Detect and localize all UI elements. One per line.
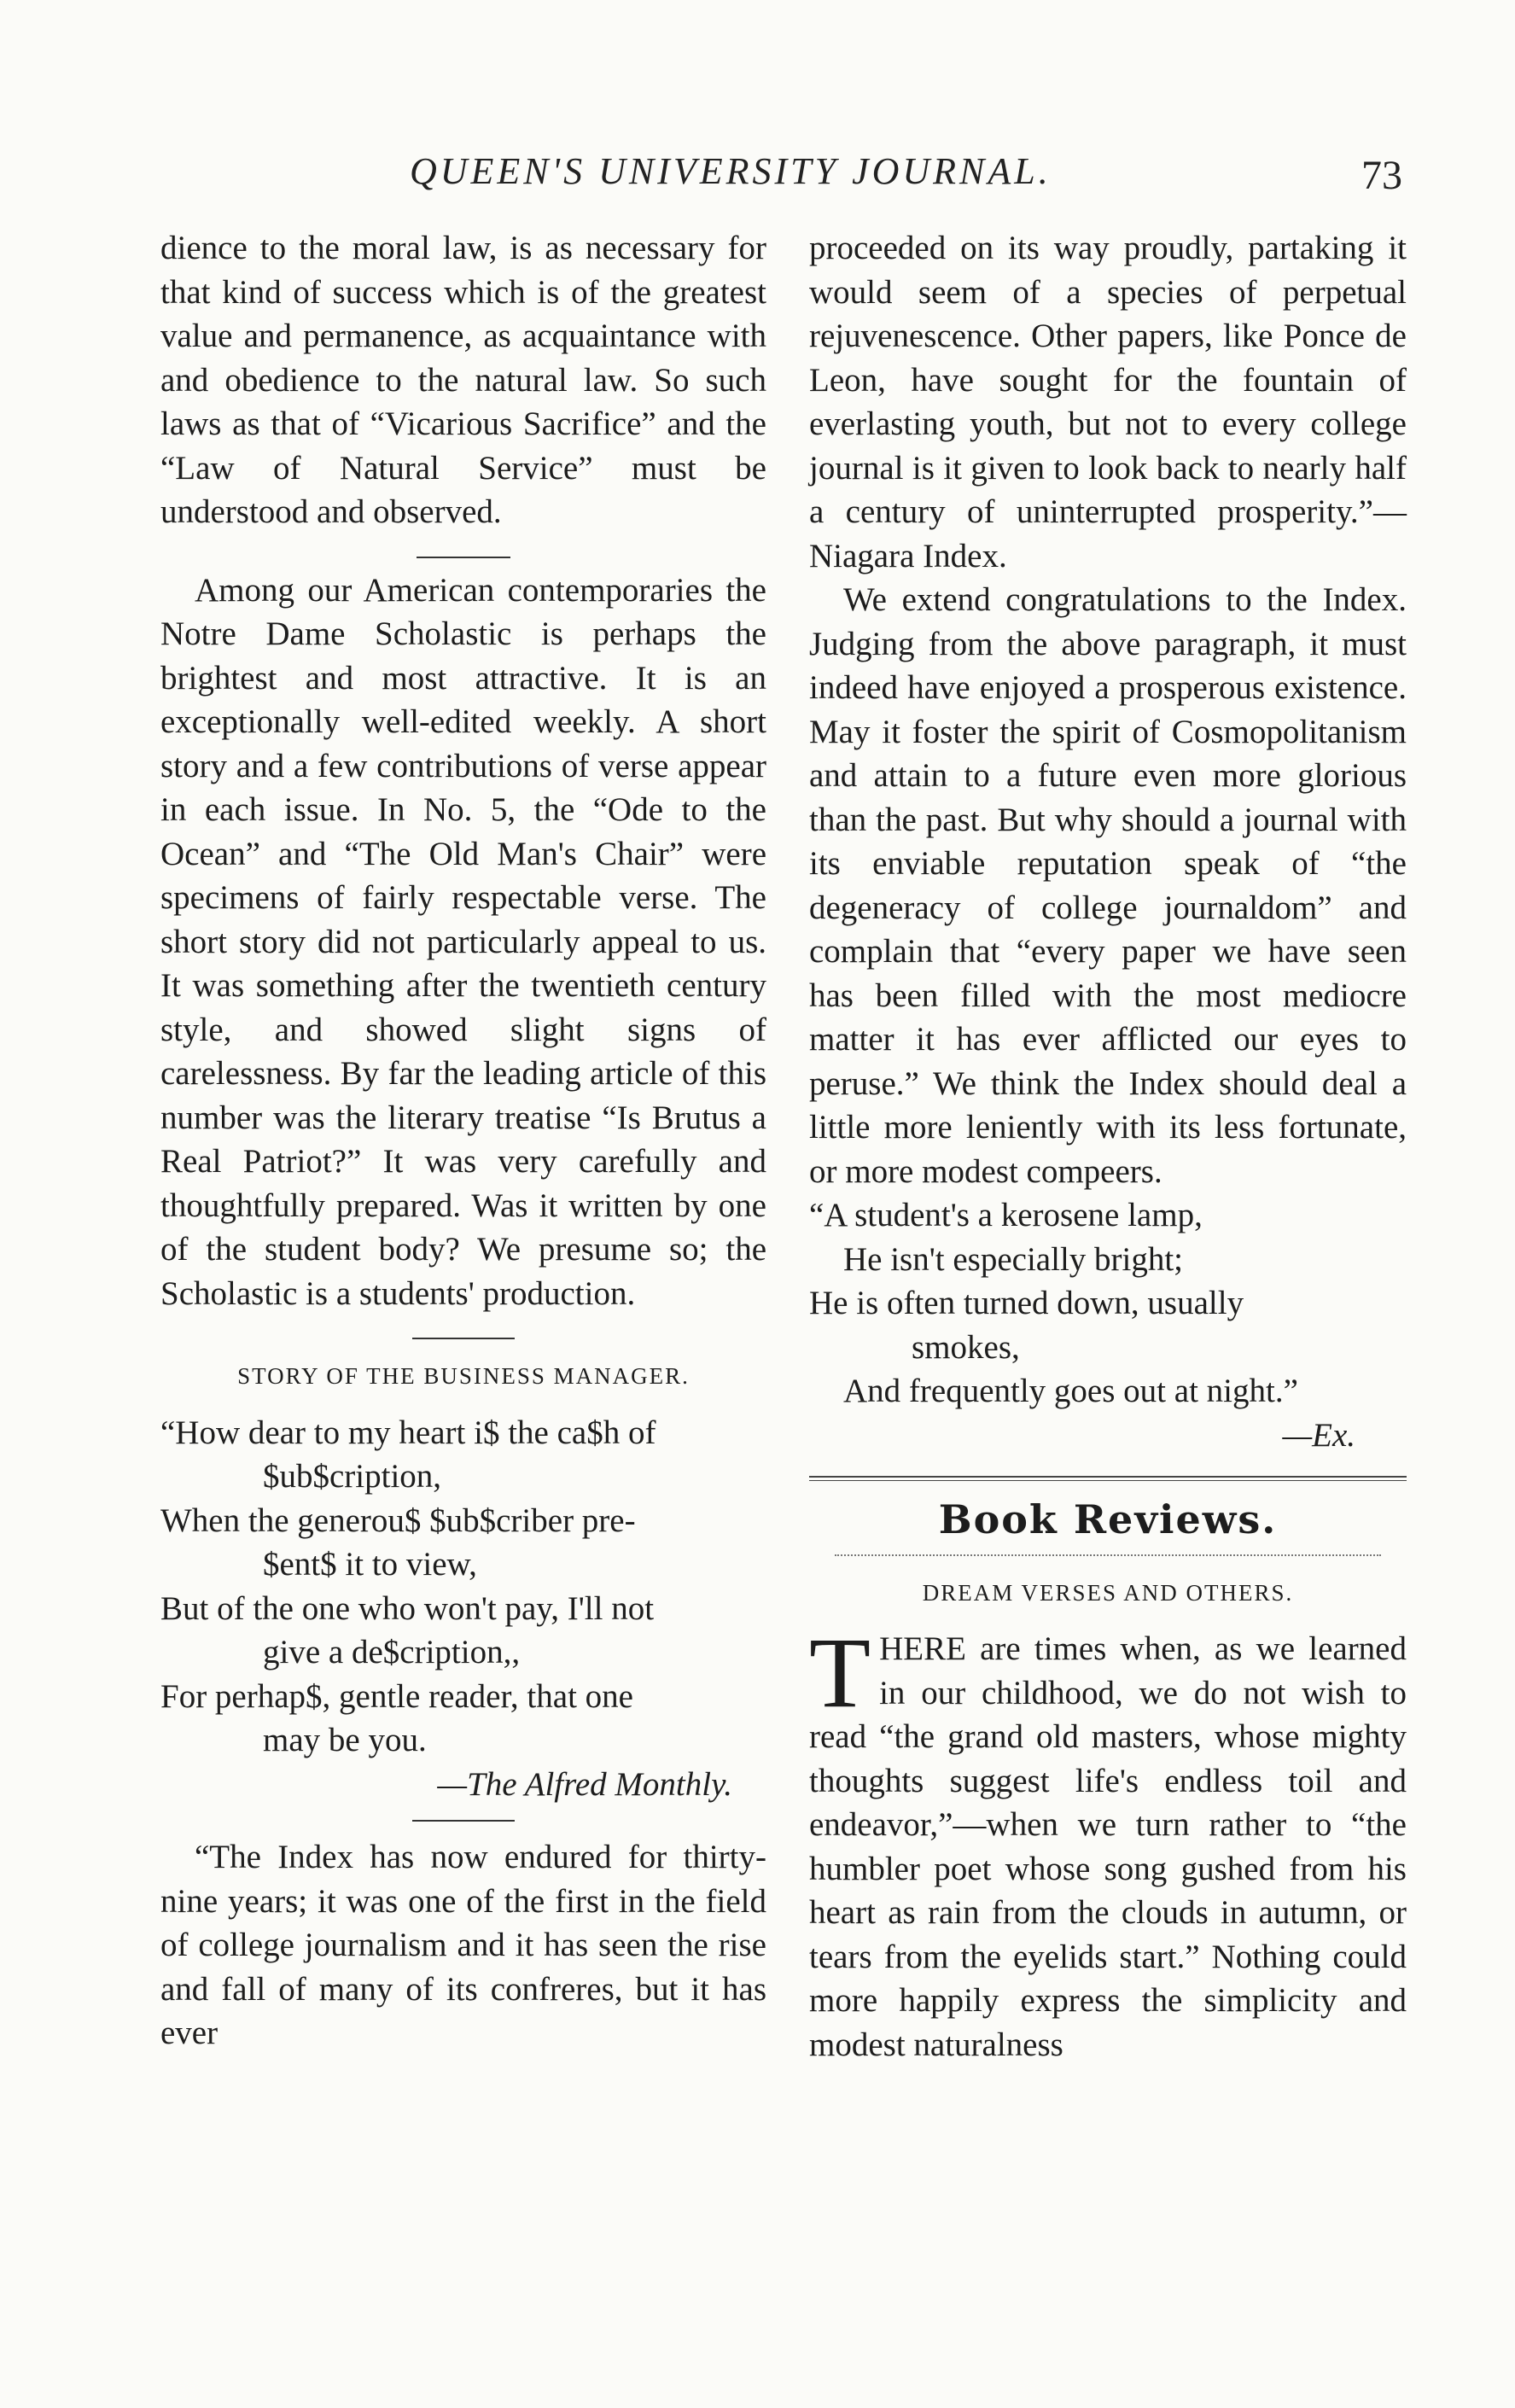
review-text: HERE are times when, as we learned in our childhood, we do not wish to read “the grand old masters, whose mighty thoughts suggest life's endless toil and endeavor,”—when we turn rather to “the humbler poet whose song gushed from his heart as rain from the clouds in autumn, or tears from the eyelids start.” Nothing could more happily express the simplicity and modest naturalness bbox=[809, 1630, 1407, 2063]
paragraph-congratulations: We extend congratulations to the Index. Judging from the above paragraph, it must indeed have enjoyed a prosperous existence. May it foster the spirit of Cosmopolitanism and attain to a future even more glorious than the past. But why should a journal with its enviable reputation speak of “the degeneracy of college journaldom” and complain that “every paper we have seen has been filled with the most mediocre matter it has ever afflicted our eyes to peruse.” We think the Index should deal a little more leniently with its less fortunate, or more modest compeers. bbox=[809, 581, 1407, 1190]
poem-line: He isn't especially bright; bbox=[843, 1240, 1184, 1278]
verse-line: But of the one who won't pay, I'll not bbox=[160, 1589, 655, 1627]
poem-line: “A student's a kerosene lamp, bbox=[809, 1197, 1203, 1233]
review-heading: DREAM VERSES AND OTHERS. bbox=[922, 1579, 1294, 1606]
paragraph-moral-law: dience to the moral law, is as necessary for that kind of success which is of the greatest value and permanence, as acquaintance with and obedience to the natural law. So such laws as that of “Vicarious Sacrifice” and the “Law of Natural Service” must be understood and observed. bbox=[160, 230, 766, 530]
verse-line: $ub$cription, bbox=[263, 1458, 442, 1495]
verse-line: give a de$cription,, bbox=[263, 1634, 521, 1670]
section-rule bbox=[412, 1820, 515, 1822]
verse-line: may be you. bbox=[263, 1722, 427, 1758]
page-number: 73 bbox=[1361, 153, 1402, 198]
verse-line: $ent$ it to view, bbox=[263, 1546, 477, 1583]
verse-line: For perhap$, gentle reader, that one bbox=[160, 1677, 633, 1715]
running-head: QUEEN'S UNIVERSITY JOURNAL. bbox=[410, 150, 1052, 192]
poem-line: And frequently goes out at night.” bbox=[843, 1373, 1298, 1409]
drop-cap: T bbox=[809, 1617, 871, 1729]
poem-line: He is often turned down, usually bbox=[809, 1285, 1244, 1321]
review-paragraph bbox=[809, 1617, 1407, 2067]
verse-line: When the generou$ $ub$criber pre- bbox=[160, 1501, 636, 1539]
section-rule bbox=[417, 557, 510, 558]
poem-attribution: —Ex. bbox=[1282, 1416, 1355, 1454]
kerosene-poem bbox=[809, 1193, 1407, 1414]
double-rule bbox=[809, 1476, 1407, 1481]
business-manager-verse bbox=[160, 1411, 766, 1763]
verse-line: “How dear to my heart i$ the ca$h of bbox=[160, 1414, 656, 1451]
paragraph-index-continued: proceeded on its way proudly, partaking it would seem of a species of perpetual rejuvenescence. Other papers, like Ponce de Leon, have sought for the fountain of everlasting youth, but not to every college journal is it given to look back to nearly half a century of uninterrupted prosperity.”—Niagara Index. bbox=[809, 230, 1407, 574]
section-rule bbox=[412, 1338, 515, 1339]
paragraph-notre-dame-scholastic: Among our American contemporaries the Notre Dame Scholastic is perhaps the brightest and most attractive. It is an exceptionally well-edited weekly. A short story and a few contributions of verse appear in each issue. In No. 5, the “Ode to the Ocean” and “The Old Man's Chair” were specimens of fairly respectable verse. The short story did not particularly appeal to us. It was something after the twentieth century style, and showed slight signs of carelessness. By far the leading article of this number was the literary treatise “Is Brutus a Real Patriot?” It was very carefully and thoughtfully prepared. Was it written by one of the student body? We presume so; the Scholastic is a students' production. bbox=[160, 571, 766, 1312]
poem-line: smokes, bbox=[912, 1328, 1020, 1366]
verse-attribution: —The Alfred Monthly. bbox=[437, 1765, 732, 1803]
dotted-rule bbox=[835, 1554, 1381, 1556]
right-column bbox=[809, 226, 1407, 2067]
left-column bbox=[160, 226, 766, 2055]
paragraph-index-quote: “The Index has now endured for thirty-nine years; it was one of the first in the field of college journalism and it has seen the rise and fall of many of its confreres, but it has ever bbox=[160, 1839, 766, 2051]
book-reviews-title: Book Reviews. bbox=[938, 1496, 1278, 1542]
story-heading: STORY OF THE BUSINESS MANAGER. bbox=[237, 1363, 690, 1389]
